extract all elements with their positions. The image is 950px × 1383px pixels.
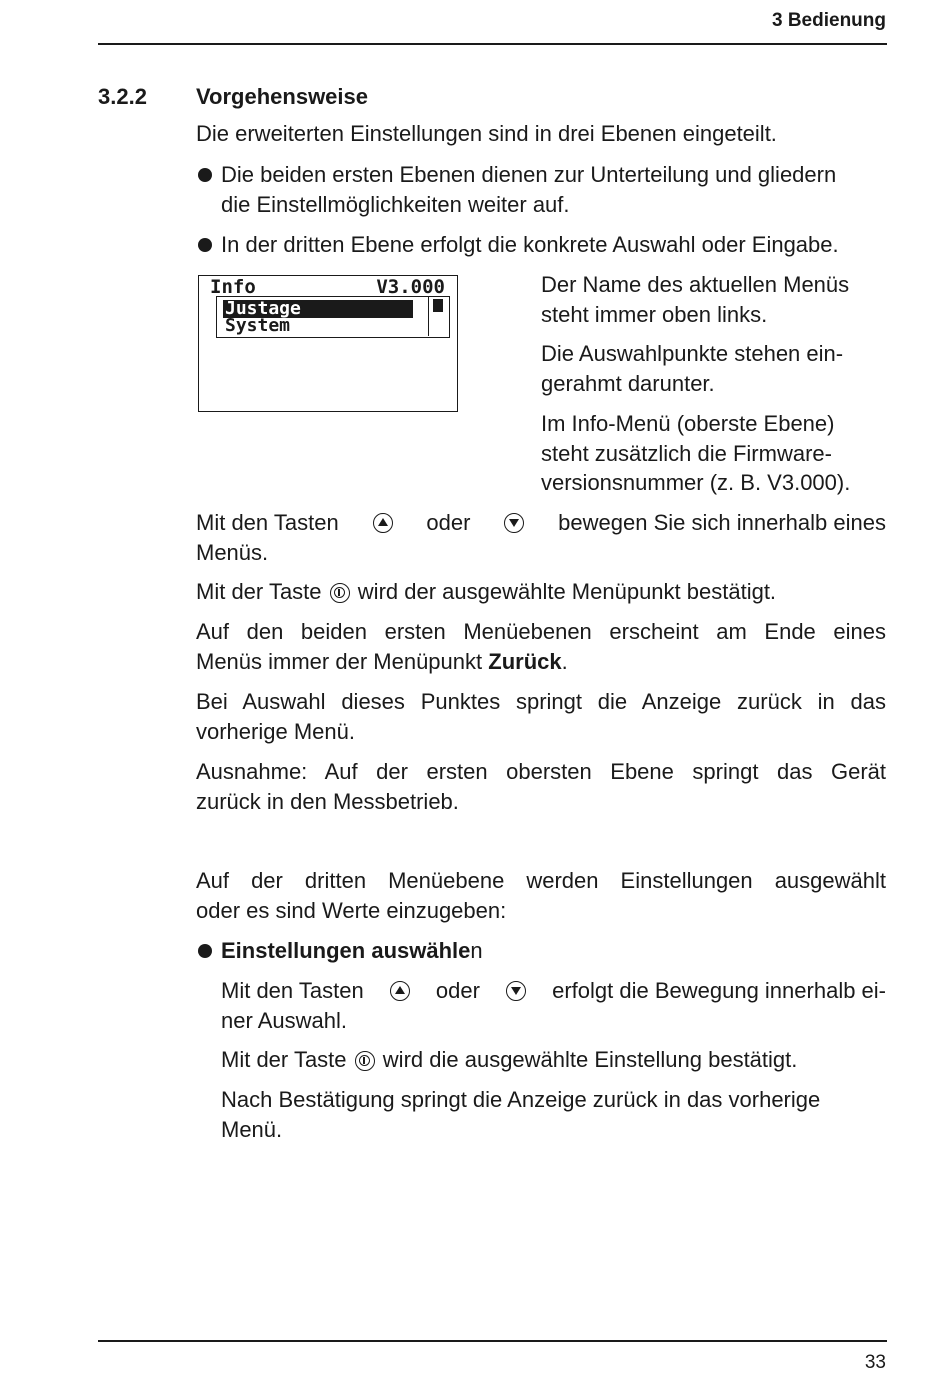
- text-line: Ausnahme: Auf der ersten obersten Ebene springt das Gerät: [196, 759, 886, 784]
- side-paragraph: [541, 270, 886, 329]
- text-fragment: .: [561, 648, 568, 674]
- text-fragment: bewegen Sie sich innerhalb eines: [558, 510, 886, 535]
- text-fragment: Mit der Taste: [221, 1047, 347, 1072]
- text-fragment: wird die ausgewählte Einstellung bestätigt.: [382, 1047, 798, 1072]
- text-fragment: Mit den Tasten: [196, 510, 339, 535]
- footer-rule: [98, 1340, 887, 1342]
- intro-paragraph: Die erweiterten Einstellungen sind in drei Ebenen eingeteilt.: [196, 121, 777, 146]
- back-paragraph: [196, 617, 886, 676]
- bullet-line: die Einstellmöglichkeiten weiter auf.: [221, 191, 570, 217]
- text-fragment: Menüs.: [196, 539, 269, 565]
- side-paragraph: [541, 339, 886, 398]
- navigation-paragraph: [196, 508, 886, 567]
- down-arrow-key-icon: [504, 513, 524, 533]
- lcd-scrollbar: [428, 297, 449, 336]
- section-title: Vorgehensweise: [196, 84, 368, 109]
- up-arrow-key-icon: [373, 513, 393, 533]
- side-line: versionsnummer (z. B. V3.000).: [541, 470, 851, 495]
- third-level-paragraph: [196, 866, 886, 925]
- text-line: oder es sind Werte einzugeben:: [196, 897, 507, 923]
- confirm-paragraph: [196, 577, 776, 607]
- bullet-line: In der dritten Ebene erfolgt die konkrete Auswahl oder Eingabe.: [221, 232, 839, 257]
- side-line: Im Info-Menü (oberste Ebene): [541, 411, 835, 436]
- lcd-menu-item: System: [225, 315, 291, 336]
- settings-after-paragraph: [221, 1085, 886, 1144]
- ok-key-icon: [330, 583, 350, 603]
- page-number: 33: [864, 1352, 886, 1373]
- text-fragment: erfolgt die Bewegung innerhalb ei-: [552, 978, 886, 1003]
- lcd-menu-title: Info: [210, 276, 256, 298]
- text-line: zurück in den Messbetrieb.: [196, 788, 459, 814]
- bullet-heading: Einstellungen auswähle: [221, 938, 471, 963]
- text-fragment: n: [470, 938, 483, 963]
- side-line: Die Auswahlpunkte stehen ein-: [541, 341, 844, 366]
- bullet-dot-icon: [198, 238, 212, 252]
- text-fragment: Mit der Taste: [196, 579, 322, 604]
- bullet-dot-icon: [198, 168, 212, 182]
- side-line: Der Name des aktuellen Menüs: [541, 272, 850, 297]
- text-fragment: wird der ausgewählte Menüpunkt bestätigt.: [357, 579, 777, 604]
- chapter-header: 3 Bedienung: [771, 10, 886, 31]
- bullet-dot-icon: [198, 944, 212, 958]
- section-number: 3.2.2: [98, 84, 147, 109]
- text-fragment: Mit den Tasten: [221, 978, 364, 1003]
- lcd-menu-frame: [216, 296, 450, 338]
- lcd-display: [198, 275, 458, 412]
- lcd-menu-item-selected: Justage: [223, 300, 413, 318]
- lcd-scroll-thumb: [433, 299, 443, 312]
- up-arrow-key-icon: [390, 981, 410, 1001]
- ok-key-icon: [355, 1051, 375, 1071]
- text-line: vorherige Menü.: [196, 718, 355, 744]
- settings-move-paragraph: [221, 976, 886, 1035]
- settings-confirm-paragraph: [221, 1045, 797, 1075]
- text-line: Menü.: [221, 1116, 283, 1142]
- text-fragment: oder: [426, 510, 471, 535]
- exception-paragraph: [196, 757, 886, 816]
- menu-item-name: Zurück: [488, 648, 562, 674]
- text-line: Nach Bestätigung springt die Anzeige zurück in das vorherige: [221, 1087, 821, 1112]
- text-line: Auf den beiden ersten Menüebenen erscheint am Ende eines: [196, 619, 886, 644]
- text-line: Auf der dritten Menüebene werden Einstellungen ausgewählt: [196, 868, 886, 893]
- side-paragraph: [541, 409, 886, 498]
- lcd-firmware-version: V3.000: [376, 276, 445, 298]
- side-line: steht zusätzlich die Firmware-: [541, 440, 832, 466]
- text-fragment: oder: [435, 978, 480, 1003]
- text-fragment: Menüs immer der Menüpunkt: [196, 648, 483, 674]
- bullet-line: Die beiden ersten Ebenen dienen zur Unterteilung und gliedern: [221, 162, 837, 187]
- side-line: steht immer oben links.: [541, 301, 768, 327]
- selection-paragraph: [196, 687, 886, 746]
- down-arrow-key-icon: [506, 981, 526, 1001]
- text-line: ner Auswahl.: [221, 1007, 347, 1033]
- side-line: gerahmt darunter.: [541, 370, 715, 396]
- text-line: Bei Auswahl dieses Punktes springt die Anzeige zurück in das: [196, 689, 886, 714]
- header-rule: [98, 43, 887, 45]
